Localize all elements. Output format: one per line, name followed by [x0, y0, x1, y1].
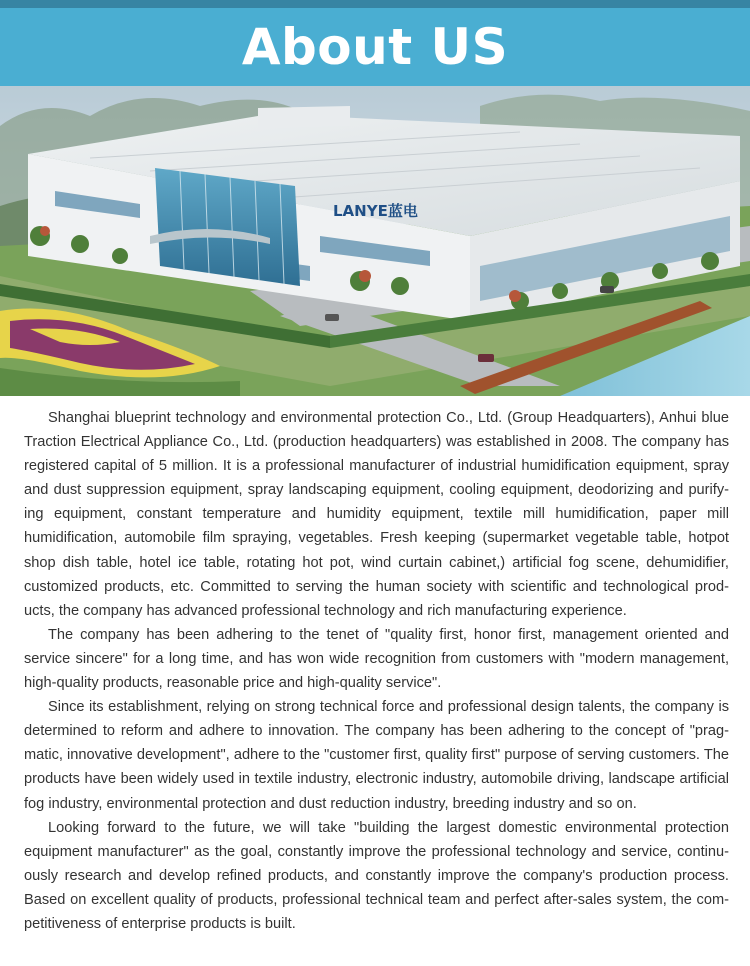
- factory-building-illustration: [0, 86, 750, 396]
- paragraph: The company has been adhering to the tenet of "quality first, honor first, management oriented and service sincere" for a long time, and has won wide recognition from customers with "modern management, high-quality products, reasonable price and high-quality service".: [24, 626, 729, 692]
- building-sign: LANYE蓝电: [333, 202, 418, 220]
- page-title: About US: [241, 18, 509, 76]
- paragraph: Since its establishment, relying on strong technical force and professional design talents, the company is determined to reform and adhere to innovation. The company has been adhering to the concept of "prag-matic, innovative development", adhere to the "customer first, quality first" purpose of serving customers. The products have been widely used in textile industry, electronic industry, automobile driving, landscape artificial fog industry, environmental protection and dust reduction industry, breeding industry and so on.: [24, 699, 729, 812]
- header-banner: [0, 0, 750, 86]
- paragraph: Looking forward to the future, we will take "building the largest domestic environmental protection equipment manufacturer" as the goal, constantly improve the professional technology and service, continu-ously research and develop refined products, and constantly improve the company's production process. Based on excellent quality of products, professional technical team and perfect after-sales system, the com-petitiveness of enterprise products is built.: [24, 819, 729, 932]
- paragraph: Shanghai blueprint technology and environmental protection Co., Ltd. (Group Headquarters), Anhui blue Traction Electrical Appliance Co., Ltd. (production headquarters) was established in 2008. The company has registered capital of 5 million. It is a professional manufacturer of industrial humidification equipment, spray and dust suppression equipment, spray landscaping equipment, cooling equipment, deodorizing and purify-ing equipment, constant temperature and humidity equipment, textile mill humidification, paper mill humidification, automobile film spraying, vegetables. Fresh keeping (supermarket vegetable table, hotpot shop dish table, hotel ice table, rotating hot pot, wind curtain cabinet,) artificial fog scene, dehumidifier, customized products, etc. Committed to serving the human society with scientific and technological prod-ucts, the company has advanced professional technology and rich manufacturing experience.: [24, 410, 729, 619]
- about-text: [24, 406, 729, 936]
